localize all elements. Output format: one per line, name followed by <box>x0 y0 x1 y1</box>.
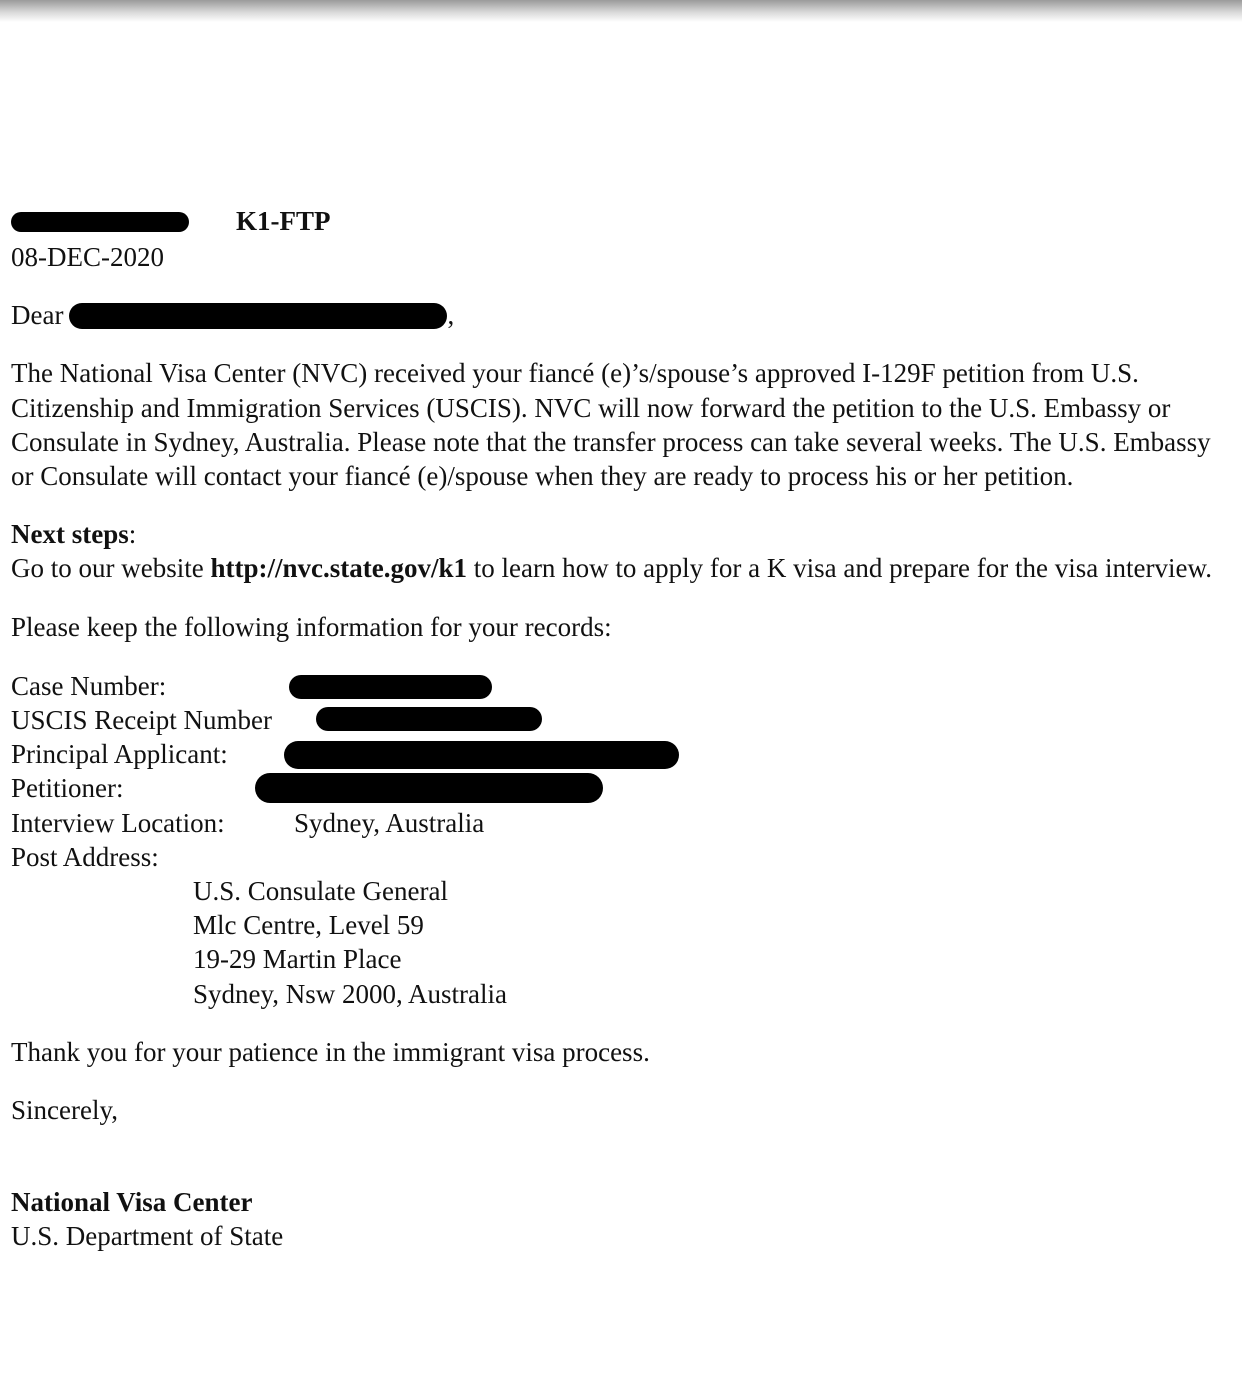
redaction-mark <box>11 212 189 232</box>
top-shadow <box>0 0 1242 22</box>
redaction-mark <box>284 741 679 769</box>
address-line: Mlc Centre, Level 59 <box>193 910 424 941</box>
post-address-block <box>11 874 1236 1011</box>
form-type: K1-FTP <box>236 206 331 236</box>
address-line: Sydney, Nsw 2000, Australia <box>193 978 507 1009</box>
redaction-mark <box>316 707 542 731</box>
next-steps-section <box>11 517 1236 585</box>
post-address-label: Post Address: <box>11 841 159 872</box>
principal-applicant-label: Principal Applicant: <box>11 739 228 770</box>
website-link[interactable]: http://nvc.state.gov/k1 <box>210 553 467 584</box>
salutation-suffix: , <box>447 300 455 331</box>
redaction-mark <box>289 675 492 699</box>
post-address-row <box>11 840 1236 874</box>
letter-date: 08-DEC-2020 <box>11 242 164 272</box>
address-line: U.S. Consulate General <box>193 875 448 906</box>
address-line: 19-29 Martin Place <box>193 944 402 975</box>
next-steps-heading: Next steps <box>11 519 129 550</box>
records-list <box>11 669 1236 1011</box>
case-number-row <box>11 669 1236 703</box>
records-intro: Please keep the following information for your records: <box>11 611 612 642</box>
case-number-label: Case Number: <box>11 670 167 701</box>
next-steps-text: Go to our website http://nvc.state.gov/k1 to learn how to apply for a K visa and prepare for the visa interview. <box>11 553 1212 584</box>
next-steps-heading-line: Next steps: <box>11 519 137 550</box>
body-paragraph: The National Visa Center (NVC) received your fiancé (e)’s/spouse’s approved I-129F petition from U.S. Citizenship and Immigration Services (USCIS). NVC will now forward the petition to the U.S. Embassy or Consulate in Sydney, Australia. Please note that the transfer process can take several weeks. The U.S. Embassy or Consulate will contact your fiancé (e)/spouse when they are ready to process his or her petition. <box>11 358 1211 492</box>
signature-dept: U.S. Department of State <box>11 1221 284 1252</box>
signature-org: National Visa Center <box>11 1187 253 1218</box>
interview-location-row <box>11 806 1236 840</box>
receipt-number-label: USCIS Receipt Number <box>11 705 272 736</box>
interview-location-value: Sydney, Australia <box>294 807 485 838</box>
salutation-prefix: Dear <box>11 300 64 331</box>
salutation <box>11 298 1236 332</box>
closing-signoff: Sincerely, <box>11 1094 118 1125</box>
receipt-number-row <box>11 703 1236 737</box>
interview-location-label: Interview Location: <box>11 807 225 838</box>
redaction-mark <box>69 303 447 329</box>
petitioner-row <box>11 771 1236 805</box>
petitioner-label: Petitioner: <box>11 773 124 804</box>
letter-document <box>11 204 1236 1254</box>
letter-header <box>11 204 1236 240</box>
closing-thanks: Thank you for your patience in the immigrant visa process. <box>11 1036 650 1067</box>
redaction-mark <box>255 773 603 803</box>
principal-applicant-row <box>11 737 1236 771</box>
